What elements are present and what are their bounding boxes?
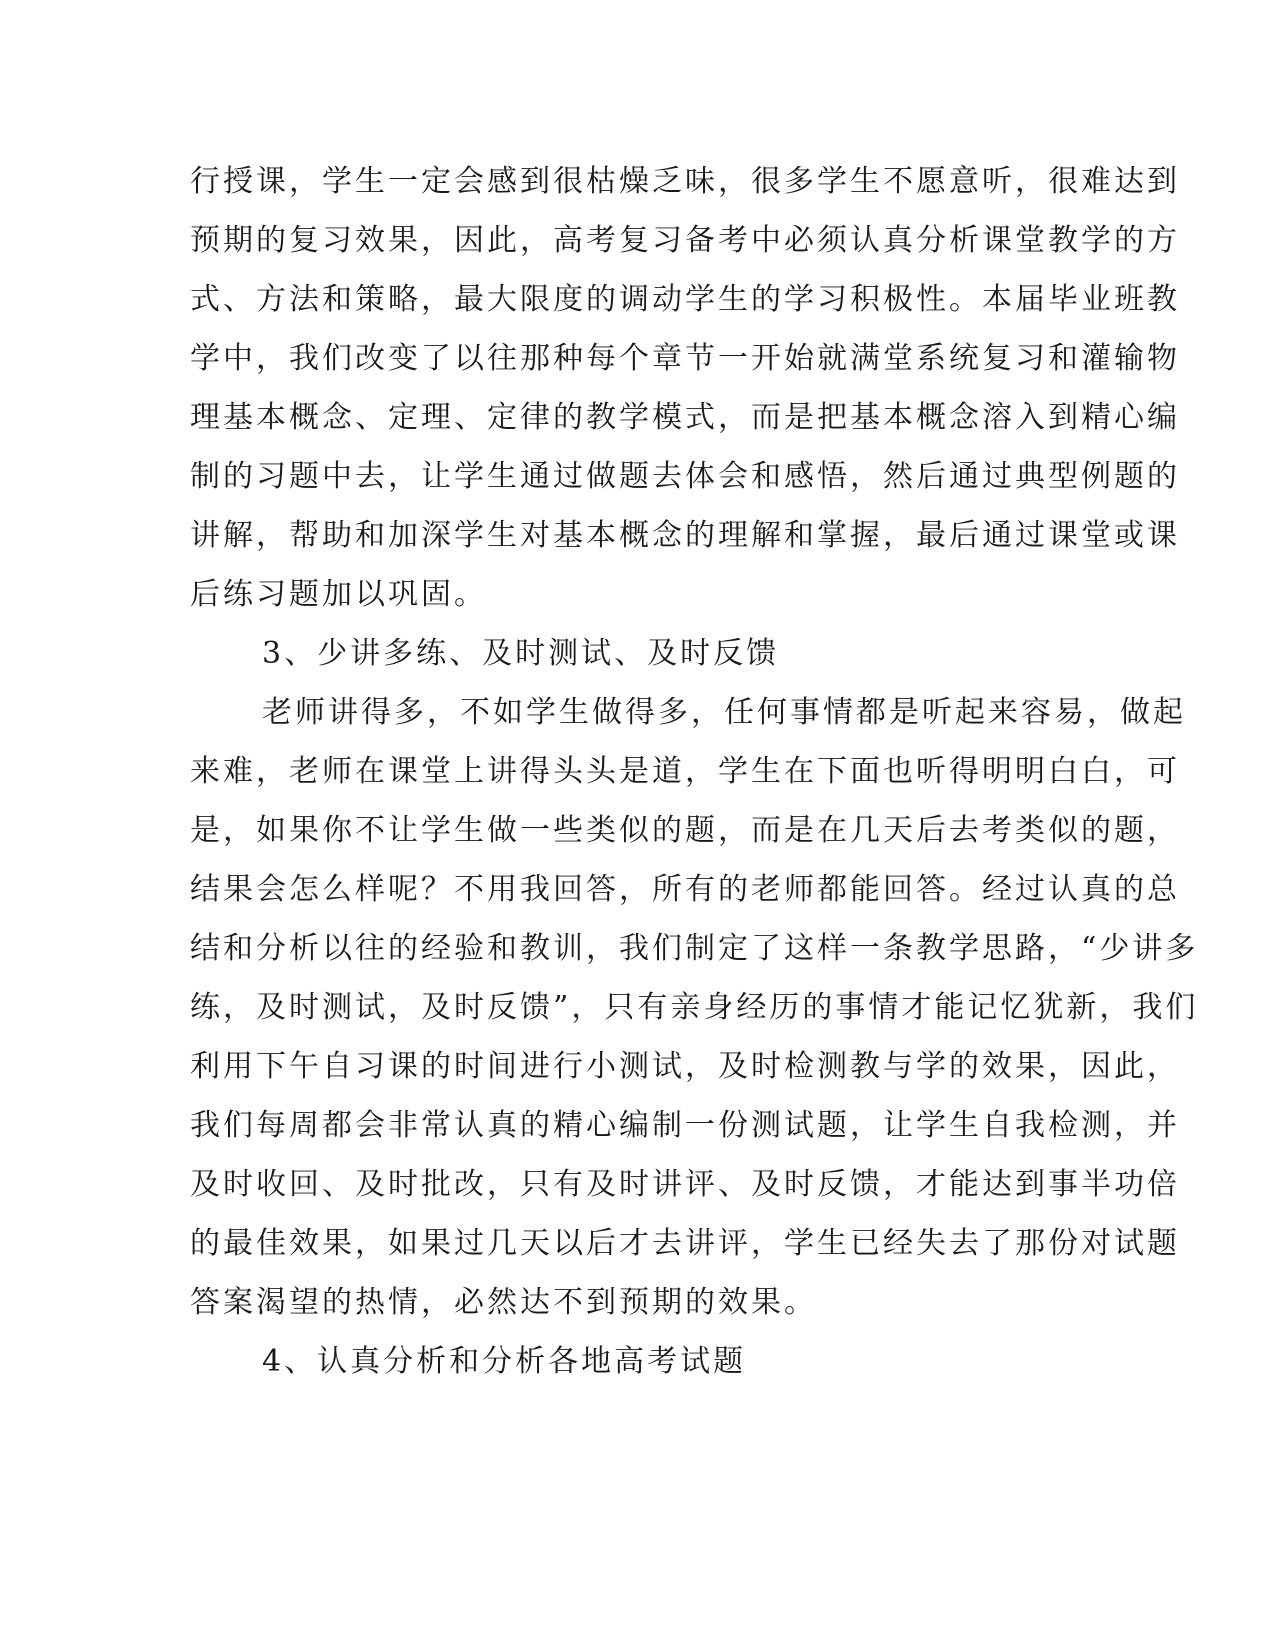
paragraph-line: 的最佳效果，如果过几天以后才去讲评，学生已经失去了那份对试题 [190,1226,1180,1261]
paragraph-line: 理基本概念、定理、定律的教学模式，而是把基本概念溶入到精心编 [190,400,1180,435]
section-heading: 3、少讲多练、及时测试、及时反馈 [262,636,780,671]
paragraph-line: 来难，老师在课堂上讲得头头是道，学生在下面也听得明明白白，可 [190,754,1180,789]
paragraph-line: 答案渴望的热情，必然达不到预期的效果。 [190,1285,817,1320]
paragraph-line: 及时收回、及时批改，只有及时讲评、及时反馈，才能达到事半功倍 [190,1167,1180,1202]
paragraph-line: 利用下午自习课的时间进行小测试，及时检测教与学的效果，因此， [190,1049,1180,1084]
paragraph-line: 是，如果你不让学生做一些类似的题，而是在几天后去考类似的题， [190,813,1180,848]
paragraph-line: 制的习题中去，让学生通过做题去体会和感悟，然后通过典型例题的 [190,459,1180,494]
paragraph-line: 学中，我们改变了以往那种每个章节一开始就满堂系统复习和灌输物 [190,341,1180,376]
paragraph-line: 结果会怎么样呢？不用我回答，所有的老师都能回答。经过认真的总 [190,872,1180,907]
paragraph-line: 预期的复习效果，因此，高考复习备考中必须认真分析课堂教学的方 [190,223,1180,258]
paragraph-line: 练，及时测试，及时反馈”，只有亲身经历的事情才能记忆犹新，我们 [190,990,1199,1025]
paragraph-line: 后练习题加以巩固。 [190,577,487,612]
paragraph-line: 老师讲得多，不如学生做得多，任何事情都是听起来容易，做起 [262,695,1186,730]
section-heading: 4、认真分析和分析各地高考试题 [262,1344,747,1379]
paragraph-line: 我们每周都会非常认真的精心编制一份测试题，让学生自我检测，并 [190,1108,1180,1143]
paragraph-line: 结和分析以往的经验和教训，我们制定了这样一条教学思路，“少讲多 [190,931,1199,966]
paragraph-line: 式、方法和策略，最大限度的调动学生的学习积极性。本届毕业班教 [190,282,1180,317]
paragraph-line: 行授课，学生一定会感到很枯燥乏味，很多学生不愿意听，很难达到 [190,164,1180,199]
paragraph-line: 讲解，帮助和加深学生对基本概念的理解和掌握，最后通过课堂或课 [190,518,1180,553]
